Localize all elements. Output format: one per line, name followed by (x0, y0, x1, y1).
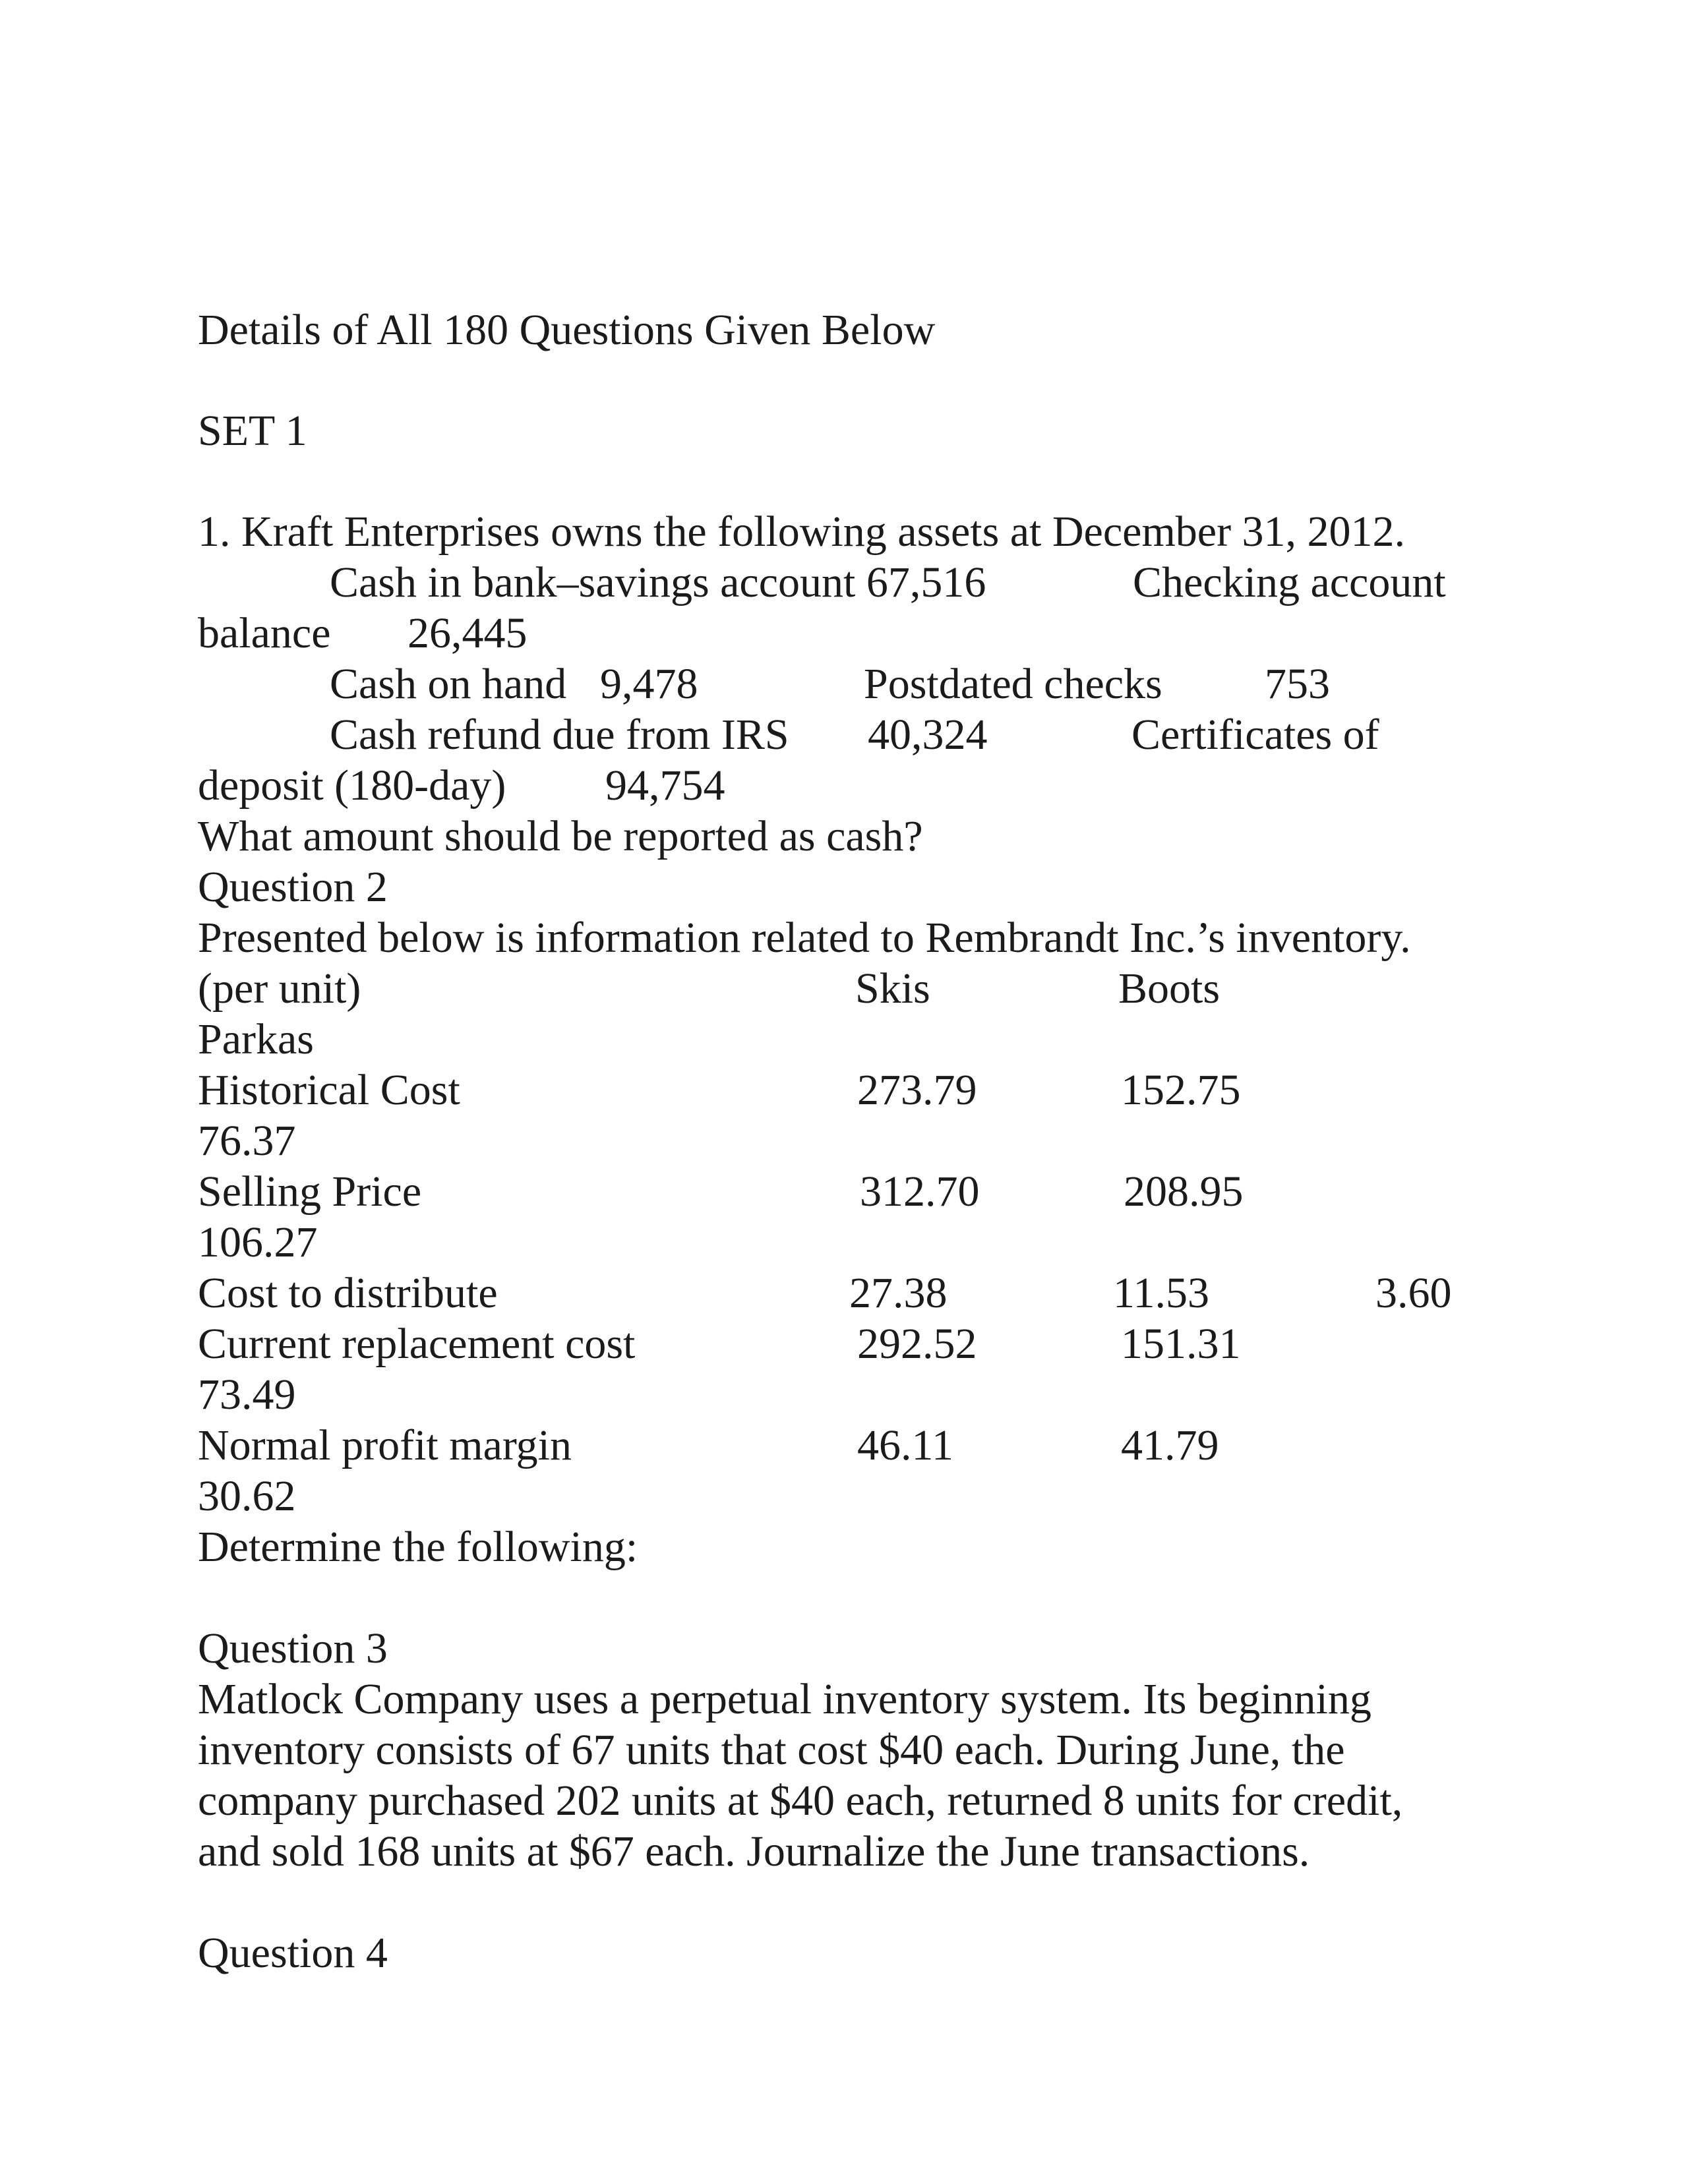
q3-text-line: Matlock Company uses a perpetual inventory system. Its beginning (198, 1675, 1372, 1723)
q2-intro: Presented below is information related to Rembrandt Inc.’s inventory. (198, 914, 1411, 962)
q2-skis-value: 27.38 (849, 1269, 948, 1317)
q1-postdated-value: 753 (1265, 660, 1330, 708)
q2-parkas-value: 3.60 (1375, 1269, 1452, 1317)
q1-cash-on-hand-value: 9,478 (600, 660, 698, 708)
q2-boots-value: 11.53 (1113, 1269, 1210, 1317)
q2-title: Question 2 (198, 863, 388, 911)
q2-skis-value: 46.11 (857, 1421, 954, 1469)
q1-cd-label: Certificates of (1131, 711, 1379, 759)
q1-irs-value: 40,324 (868, 711, 988, 759)
q2-row-label: Current replacement cost (198, 1320, 636, 1368)
q2-parkas-value: 106.27 (198, 1218, 318, 1266)
q4-title: Question 4 (198, 1929, 388, 1977)
q1-savings-label: Cash in bank–savings account 67,516 (330, 558, 986, 606)
q2-boots-value: 151.31 (1121, 1320, 1241, 1368)
q1-balance-label: balance (198, 609, 331, 657)
document-heading: Details of All 180 Questions Given Below (198, 306, 936, 354)
q2-row-label: Selling Price (198, 1167, 422, 1216)
q1-deposit-value: 94,754 (605, 761, 725, 810)
q2-row-label: Normal profit margin (198, 1421, 572, 1469)
q2-skis-value: 273.79 (857, 1066, 977, 1114)
q2-boots-value: 41.79 (1121, 1421, 1219, 1469)
q2-row-label: Historical Cost (198, 1066, 460, 1114)
q1-cash-on-hand-label: Cash on hand (330, 660, 567, 708)
q2-skis-value: 312.70 (860, 1167, 980, 1216)
q2-parkas-value: 76.37 (198, 1117, 296, 1165)
q1-question: What amount should be reported as cash? (198, 812, 923, 860)
q2-footer: Determine the following: (198, 1523, 638, 1571)
q2-col-parkas: Parkas (198, 1015, 314, 1063)
set-label: SET 1 (198, 407, 307, 455)
q3-text-line: inventory consists of 67 units that cost $40 each. During June, the (198, 1726, 1345, 1774)
q2-per-unit: (per unit) (198, 964, 361, 1013)
q1-checking-label: Checking account (1133, 558, 1446, 606)
q1-irs-label: Cash refund due from IRS (330, 711, 789, 759)
q2-col-skis: Skis (855, 964, 930, 1013)
q2-parkas-value: 73.49 (198, 1371, 296, 1419)
q1-balance-value: 26,445 (407, 609, 528, 657)
q1-postdated-label: Postdated checks (864, 660, 1162, 708)
q1-intro: 1. Kraft Enterprises owns the following assets at December 31, 2012. (198, 508, 1406, 556)
q3-text-line: and sold 168 units at $67 each. Journalize the June transactions. (198, 1827, 1310, 1875)
q3-title: Question 3 (198, 1624, 388, 1672)
q2-boots-value: 152.75 (1121, 1066, 1241, 1114)
q2-col-boots: Boots (1118, 964, 1221, 1013)
q2-row-label: Cost to distribute (198, 1269, 498, 1317)
q2-parkas-value: 30.62 (198, 1472, 296, 1520)
q3-text-line: company purchased 202 units at $40 each, returned 8 units for credit, (198, 1777, 1403, 1825)
q1-deposit-label: deposit (180-day) (198, 761, 506, 810)
q2-skis-value: 292.52 (857, 1320, 977, 1368)
q2-boots-value: 208.95 (1124, 1167, 1244, 1216)
